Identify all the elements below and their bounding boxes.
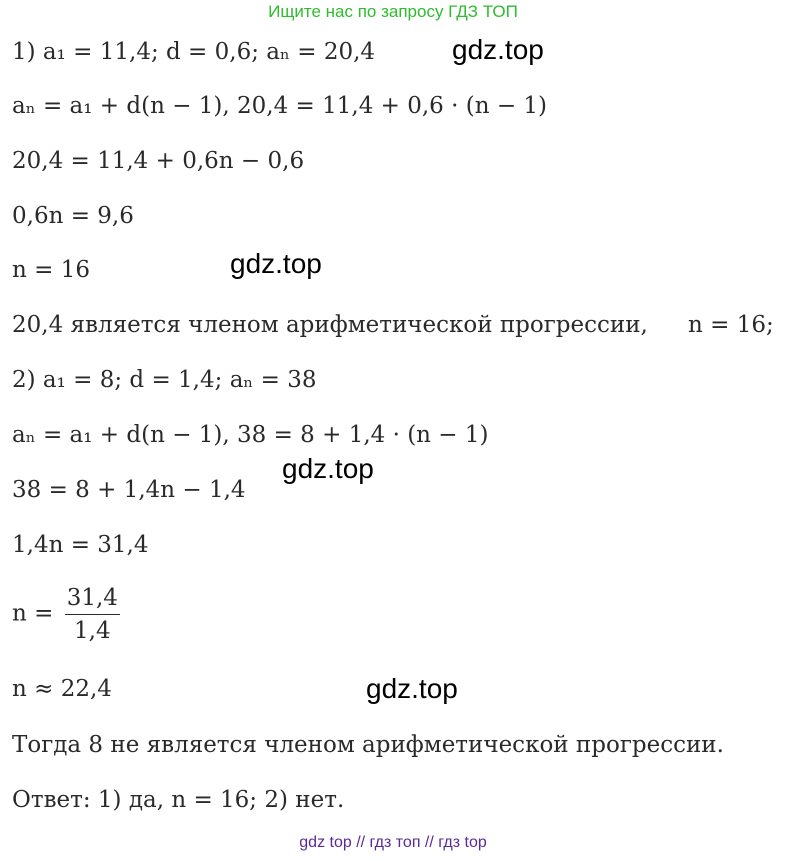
watermark: gdz.top xyxy=(366,673,458,704)
line-result-1: n = 16 xyxy=(12,257,90,283)
line-approx: n ≈ 22,4 xyxy=(12,676,112,702)
line-conclusion-1: 20,4 является членом арифметической прогрессии, xyxy=(12,312,648,338)
line-formula-1: aₙ = a₁ + d(n − 1), 20,4 = 11,4 + 0,6 · (n − 1) xyxy=(12,93,548,119)
search-banner[interactable]: Ищите нас по запросу ГДЗ ТОП xyxy=(268,2,518,21)
line-step-3: 38 = 8 + 1,4n − 1,4 xyxy=(12,477,246,503)
fraction-denominator: 1,4 xyxy=(74,618,111,644)
line-conclusion-1-value: n = 16; xyxy=(688,312,774,338)
line-step-4: 1,4n = 31,4 xyxy=(12,532,149,558)
line-given-2: 2) a₁ = 8; d = 1,4; aₙ = 38 xyxy=(12,367,317,393)
footer-links[interactable]: gdz top // гдз топ // гдз top xyxy=(299,834,487,851)
fraction-lhs: n = xyxy=(12,600,54,627)
line-step-1: 20,4 = 11,4 + 0,6n − 0,6 xyxy=(12,148,305,174)
line-conclusion-2: Тогда 8 не является членом арифметической прогрессии. xyxy=(12,732,724,758)
line-fraction xyxy=(12,582,120,647)
watermark: gdz.top xyxy=(452,34,544,65)
line-answer: Ответ: 1) да, n = 16; 2) нет. xyxy=(12,787,345,813)
watermark: gdz.top xyxy=(230,248,322,279)
line-given-1: 1) a₁ = 11,4; d = 0,6; aₙ = 20,4 xyxy=(12,39,376,65)
fraction xyxy=(65,582,120,647)
line-formula-2: aₙ = a₁ + d(n − 1), 38 = 8 + 1,4 · (n − 1) xyxy=(12,422,489,448)
line-step-2: 0,6n = 9,6 xyxy=(12,203,134,229)
watermark: gdz.top xyxy=(282,453,374,484)
fraction-numerator: 31,4 xyxy=(65,582,120,615)
